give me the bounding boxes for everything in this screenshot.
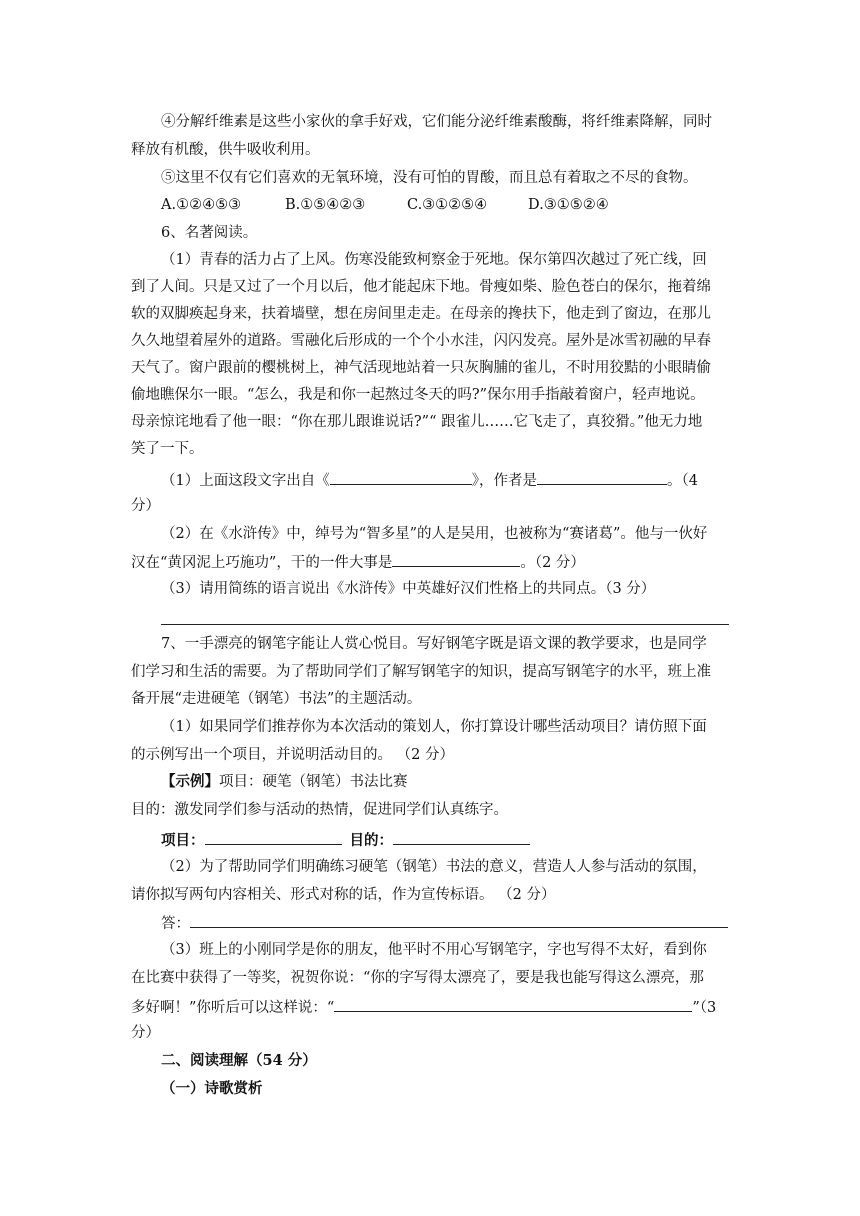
q6-sub3: （3）请用简练的语言说出《水浒传》中英雄好汉们性格上的共同点。（3 分） [161,581,656,597]
q6-passage-line: 久久地望着屋外的道路。雪融化后形成的一个个小水洼，闪闪发亮。屋外是冰雪初融的早春 [131,333,711,349]
q7-sub1-line: 的示例写出一个项目，并说明活动目的。 （2 分） [131,747,454,763]
q7-project-row [161,829,530,851]
project-blank[interactable] [205,829,342,845]
q6-sub1-author-prompt: 》，作者是 [471,473,537,489]
slogan-blank[interactable] [190,912,728,928]
q6-sub2-line1: （2）在《水浒传》中，绰号为“智多星”的人是吴用，也被称为“赛诸葛”。他与一伙好 [161,526,708,542]
book-title-blank[interactable] [330,469,472,485]
q7-sub3-line: 在比赛中获得了一等奖，祝贺你说：“你的字写得太漂亮了，要是我也能写得这么漂亮，那 [131,970,704,986]
q7-sub1-line: （1）如果同学们推荐你为本次活动的策划人，你打算设计哪些活动项目？请仿照下面 [161,719,707,735]
q6-sub1-score-cont: 分） [131,498,160,514]
event-blank[interactable] [392,551,520,567]
q6-passage-line: 到了人间。只是又过了一个月以后，他才能起床下地。骨瘦如柴、脸色苍白的保尔，拖着绵 [131,279,711,295]
q7-sub2-line: 请你拟写两句内容相关、形式对称的话，作为宣传标语。 （2 分） [131,887,556,903]
q6-passage-line: （1）青春的活力占了上风。伤寒没能致柯察金于死地。保尔第四次越过了死亡线，回 [161,252,707,268]
q5-item-4-line1: ④分解纤维素是这些小家伙的拿手好戏，它们能分泌纤维素酸酶，将纤维素降解，同时 [161,114,712,130]
q7-intro-line: 备开展“走进硬笔（钢笔）书法”的主题活动。 [131,691,422,707]
q7-sub3-prompt: 多好啊！”你听后可以这样说：“ [131,1000,335,1016]
author-blank[interactable] [537,469,667,485]
q6-heading: 6、名著阅读。 [161,225,258,241]
purpose-label: 目的： [349,832,393,849]
q6-sub2-score: 。（2 分） [520,555,585,571]
q6-sub1 [161,469,698,491]
example-tag: 【示例】 [161,773,219,790]
purpose-blank[interactable] [393,829,530,845]
q5-item-5: ⑤这里不仅有它们喜欢的无氧环境，没有可怕的胃酸，而且总有着取之不尽的食物。 [161,170,698,186]
q5-item-4-line2: 释放有机酸，供牛吸收利用。 [131,142,320,158]
q7-intro-line: 们学习和生活的需要。为了帮助同学们了解写钢笔字的知识，提高写钢笔字的水平，班上准 [131,664,711,680]
q6-sub1-prompt: （1）上面这段文字出自《 [161,473,330,489]
q5-options [161,195,609,215]
section2-subheading: （一）诗歌赏析 [161,1080,263,1097]
q5-option-a: A.①②④⑤③ [161,197,242,213]
q7-example-purpose: 目的：激发同学们参与活动的热情，促进同学们认真练字。 [131,802,508,818]
q5-option-d: D.③①⑤②④ [528,197,609,213]
q7-sub3-line3 [131,996,716,1018]
example-text: 项目：硬笔（钢笔）书法比赛 [219,774,408,790]
q7-sub3-score-cont: 分） [131,1025,160,1041]
q6-passage-line: 笑了一下。 [131,441,204,457]
q7-sub3-line: （3）班上的小刚同学是你的朋友，他平时不用心写钢笔字，字也写得不太好，看到你 [161,942,707,958]
q5-option-c: C.③①②⑤④ [407,197,488,213]
section2-heading: 二、阅读理解（54 分） [161,1052,317,1069]
q7-sub3-score: ”（3 [692,1000,717,1016]
q6-passage-line: 偷地瞧保尔一眼。“怎么，我是和你一起熬过冬天的吗?”保尔用手指敲着窗户，轻声地说。 [131,387,705,403]
q6-sub3-answer-line[interactable] [161,624,729,625]
project-label: 项目： [161,832,205,849]
q6-sub2-line2 [131,551,585,573]
q7-example [161,772,408,792]
q6-passage-line: 天气了。窗户跟前的樱桃树上，神气活现地站着一只灰胸脯的雀儿，不时用狡黠的小眼睛偷 [131,360,711,376]
q7-intro-line: 7、一手漂亮的钢笔字能让人赏心悦目。写好钢笔字既是语文课的教学要求，也是同学 [161,636,707,652]
q5-option-b: B.①⑤④②③ [285,197,366,213]
q6-passage-line: 母亲惊诧地看了他一眼：“你在那儿跟谁说话?”“ 跟雀儿……它飞走了，真狡猾。”他无力地 [131,414,703,430]
q7-sub2-line: （2）为了帮助同学们明确练习硬笔（钢笔）书法的意义，营造人人参与活动的氛围， [161,859,707,875]
q6-sub1-score: 。（4 [666,473,698,489]
q6-passage-line: 软的双脚痪起身来，扶着墙壁，想在房间里走走。在母亲的搀扶下，他走到了窗边，在那儿 [131,306,711,322]
answer-label: 答： [161,916,190,932]
q6-sub2-prompt: 汉在“黄冈泥上巧施功”，干的一件大事是 [131,555,393,571]
reply-blank[interactable] [334,996,692,1012]
q7-answer-row [161,912,728,934]
